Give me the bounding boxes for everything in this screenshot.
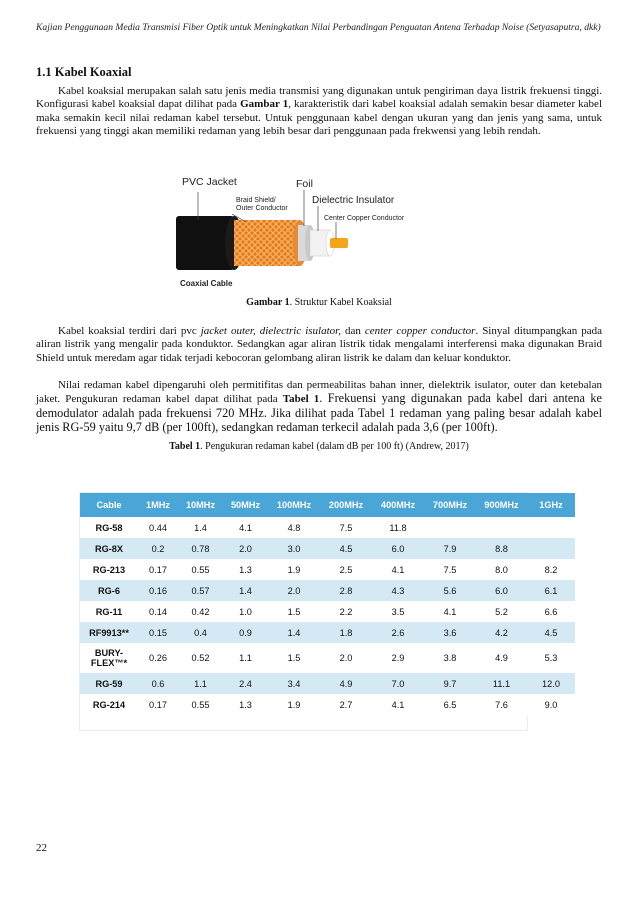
paragraph-2-italic-b: center copper conductor (364, 325, 476, 337)
table-cell: 4.1 (424, 601, 476, 622)
table-cell: 0.6 (138, 673, 178, 694)
table-cell: 1.3 (223, 694, 268, 715)
table-cell: 5.3 (527, 643, 575, 673)
label-figure-title: Coaxial Cable (180, 279, 233, 288)
table-cell: 2.4 (223, 673, 268, 694)
table-cable-name: RG-213 (80, 559, 138, 580)
table-cell: 4.1 (372, 559, 424, 580)
table-caption (0, 441, 638, 452)
table-caption-label: Tabel 1 (169, 441, 201, 452)
table-cell: 0.17 (138, 559, 178, 580)
table-cell: 7.5 (320, 517, 372, 538)
table-cell: 0.55 (178, 559, 223, 580)
paragraph-3-text-a: Nilai redaman kabel dipengaruhi oleh permitifitas dan permeabilitas bahan inner, dielektrik isulator, outer dan ketebalan jaket. Pengukuran redaman kabel dapat dilihat pada (36, 379, 602, 406)
table-cable-name: RG-214 (80, 694, 138, 715)
table-cell: 7.6 (476, 694, 527, 715)
braid-shield-shape (234, 220, 300, 266)
table-cable-name: RF9913** (80, 622, 138, 643)
label-pvc-jacket: PVC Jacket (182, 176, 237, 188)
table-cable-name: RG-58 (80, 517, 138, 538)
table-cable-name: RG-6 (80, 580, 138, 601)
table-row (80, 580, 575, 601)
running-header: Kajian Penggunaan Media Transmisi Fiber Optik untuk Meningkatkan Nilai Perbandingan Penguatan Antena Terhadap Noise (Setyasaputra, dkk) (36, 22, 601, 33)
paragraph-2 (36, 325, 602, 365)
coaxial-cable-figure (168, 170, 468, 290)
table-cell: 3.4 (268, 673, 320, 694)
table-cell: 2.0 (223, 538, 268, 559)
paragraph-1 (36, 85, 602, 139)
table-cell: 1.9 (268, 559, 320, 580)
paragraph-2-text-c: . Sinyal ditumpangkan pada aliran listrik yang mengalir pada konduktor. Sedangkan agar aliran listrik tidak mengalami interferensi maka digunakan Braid Shield untuk meredam agar tidak terjadi kebocoran gelombang aliran listrik ke dalam dan keluar konduktor. (36, 325, 602, 364)
table-cell: 1.4 (178, 517, 223, 538)
table-cell: 6.0 (476, 580, 527, 601)
table-cell: 3.5 (372, 601, 424, 622)
table-cell: 2.6 (372, 622, 424, 643)
table-cable-name: BURY- FLEX™* (80, 643, 138, 673)
label-foil: Foil (296, 178, 313, 190)
table-header-cell: 50MHz (223, 493, 268, 517)
paragraph-2-text-a: Kabel koaksial terdiri dari pvc (58, 325, 201, 337)
table-header-cell: Cable (80, 493, 138, 517)
table-cell (476, 517, 527, 538)
table-cell: 0.78 (178, 538, 223, 559)
table-cell: 4.3 (372, 580, 424, 601)
table-cell: 3.8 (424, 643, 476, 673)
table-cell: 0.52 (178, 643, 223, 673)
table-cell: 0.42 (178, 601, 223, 622)
paragraph-1-text-b: , karakteristik dari kabel koaksial adalah semakin besar diameter kabel maka semakin kecil nilai redaman kabel tersebut. Untuk penggunaan kabel dengan ukuran yang dan jenis yang sama, untuk frekuensi yang tinggi akan memiliki redaman yang lebih besar dari penggunaan pada frekwensi yang lebih rendah. (36, 98, 602, 138)
table-cell: 4.5 (527, 622, 575, 643)
table-header-cell: 1MHz (138, 493, 178, 517)
table-cell: 0.17 (138, 694, 178, 715)
table-cell: 4.2 (476, 622, 527, 643)
table-cell: 0.14 (138, 601, 178, 622)
table-header-row (80, 493, 575, 517)
table-cell: 0.9 (223, 622, 268, 643)
table-cell: 1.0 (223, 601, 268, 622)
table-cell: 0.26 (138, 643, 178, 673)
table-cable-name: RG-11 (80, 601, 138, 622)
paragraph-1-text-a: Kabel koaksial merupakan salah satu jenis media transmisi yang digunakan untuk pengiriman daya listrik frekuensi tinggi. Konfigurasi kabel koaksial dapat dilihat pada (36, 85, 602, 111)
table-cell: 1.4 (268, 622, 320, 643)
table-cell: 2.2 (320, 601, 372, 622)
table-cell: 4.1 (223, 517, 268, 538)
table-cell: 8.2 (527, 559, 575, 580)
table-row (80, 601, 575, 622)
table-cell (527, 517, 575, 538)
label-braid-line-1: Braid Shield/ (236, 197, 276, 204)
table-cell: 1.4 (223, 580, 268, 601)
figure-reference: Gambar 1 (240, 98, 289, 111)
table-cell: 0.2 (138, 538, 178, 559)
table-cell: 6.0 (372, 538, 424, 559)
table-cell: 0.15 (138, 622, 178, 643)
table-cell: 9.7 (424, 673, 476, 694)
table-cell: 8.8 (476, 538, 527, 559)
table-cell: 2.5 (320, 559, 372, 580)
table-cell: 11.8 (372, 517, 424, 538)
figure-caption-label: Gambar 1 (246, 297, 290, 308)
table-header-cell: 1GHz (527, 493, 575, 517)
table-cell: 4.5 (320, 538, 372, 559)
table-cell: 4.9 (320, 673, 372, 694)
attenuation-table (80, 493, 575, 715)
page-number: 22 (36, 842, 47, 854)
table-cell: 0.4 (178, 622, 223, 643)
table-cell: 6.1 (527, 580, 575, 601)
table-cell: 5.6 (424, 580, 476, 601)
section-title: 1.1 Kabel Koaxial (36, 65, 132, 79)
paragraph-2-text-b: dan (340, 325, 365, 337)
table-cell: 0.55 (178, 694, 223, 715)
table-cell: 4.8 (268, 517, 320, 538)
table-row (80, 643, 575, 673)
table-cell: 2.8 (320, 580, 372, 601)
table-caption-text: . Pengukuran redaman kabel (dalam dB per 100 ft) (Andrew, 2017) (200, 441, 469, 452)
table-header-cell: 100MHz (268, 493, 320, 517)
table-header-cell: 900MHz (476, 493, 527, 517)
label-braid-line-2: Outer Conductor (236, 205, 288, 212)
paragraph-3 (36, 379, 602, 436)
table-cell: 3.0 (268, 538, 320, 559)
table-cell: 1.9 (268, 694, 320, 715)
table-cell (424, 517, 476, 538)
table-row (80, 622, 575, 643)
table-cell: 0.16 (138, 580, 178, 601)
table-header-cell: 700MHz (424, 493, 476, 517)
table-cell: 9.0 (527, 694, 575, 715)
table-cell: 1.1 (223, 643, 268, 673)
table-cell: 8.0 (476, 559, 527, 580)
table-header-cell: 400MHz (372, 493, 424, 517)
table-row (80, 673, 575, 694)
table-cell: 1.3 (223, 559, 268, 580)
table-row (80, 538, 575, 559)
table-cell: 1.1 (178, 673, 223, 694)
table-header-cell: 200MHz (320, 493, 372, 517)
table-row (80, 694, 575, 715)
table-cell: 7.9 (424, 538, 476, 559)
attenuation-table-image (80, 493, 563, 730)
table-cell: 5.2 (476, 601, 527, 622)
table-cell: 1.8 (320, 622, 372, 643)
table-cell: 6.6 (527, 601, 575, 622)
table-cell: 7.0 (372, 673, 424, 694)
table-row (80, 517, 575, 538)
table-cell: 2.0 (268, 580, 320, 601)
table-header-cell: 10MHz (178, 493, 223, 517)
table-cell: 6.5 (424, 694, 476, 715)
center-conductor-shape (330, 238, 348, 248)
table-cell: 0.57 (178, 580, 223, 601)
table-cable-name: RG-59 (80, 673, 138, 694)
table-cell: 2.9 (372, 643, 424, 673)
table-cell: 3.6 (424, 622, 476, 643)
table-cell (527, 538, 575, 559)
table-cell: 1.5 (268, 601, 320, 622)
paragraph-3-text-b: . Frekuensi yang digunakan pada kabel dari antena ke demodulator adalah pada frekuensi 720 MHz. Jika dilihat pada Tabel 1 redaman yang paling besar adalah kabel jenis RG-59 yaitu 9,7 dB (per 100ft), sedangkan redaman terkecil adalah pada 3,6 (per 100ft). (36, 391, 602, 435)
label-dielectric: Dielectric Insulator (312, 195, 395, 206)
table-cell: 0.44 (138, 517, 178, 538)
table-cell: 1.5 (268, 643, 320, 673)
table-reference: Tabel 1 (282, 393, 320, 406)
figure-caption-text: . Struktur Kabel Koaksial (289, 297, 392, 308)
paragraph-2-italic-a: jacket outer, dielectric isulator, (200, 325, 341, 337)
table-cell: 4.9 (476, 643, 527, 673)
table-cable-name: RG-8X (80, 538, 138, 559)
table-row (80, 559, 575, 580)
table-cell: 12.0 (527, 673, 575, 694)
table-cell: 7.5 (424, 559, 476, 580)
table-cell: 2.0 (320, 643, 372, 673)
figure-caption (0, 297, 638, 308)
table-cell: 2.7 (320, 694, 372, 715)
table-cell: 11.1 (476, 673, 527, 694)
table-cell: 4.1 (372, 694, 424, 715)
label-center-conductor: Center Copper Conductor (324, 215, 405, 222)
